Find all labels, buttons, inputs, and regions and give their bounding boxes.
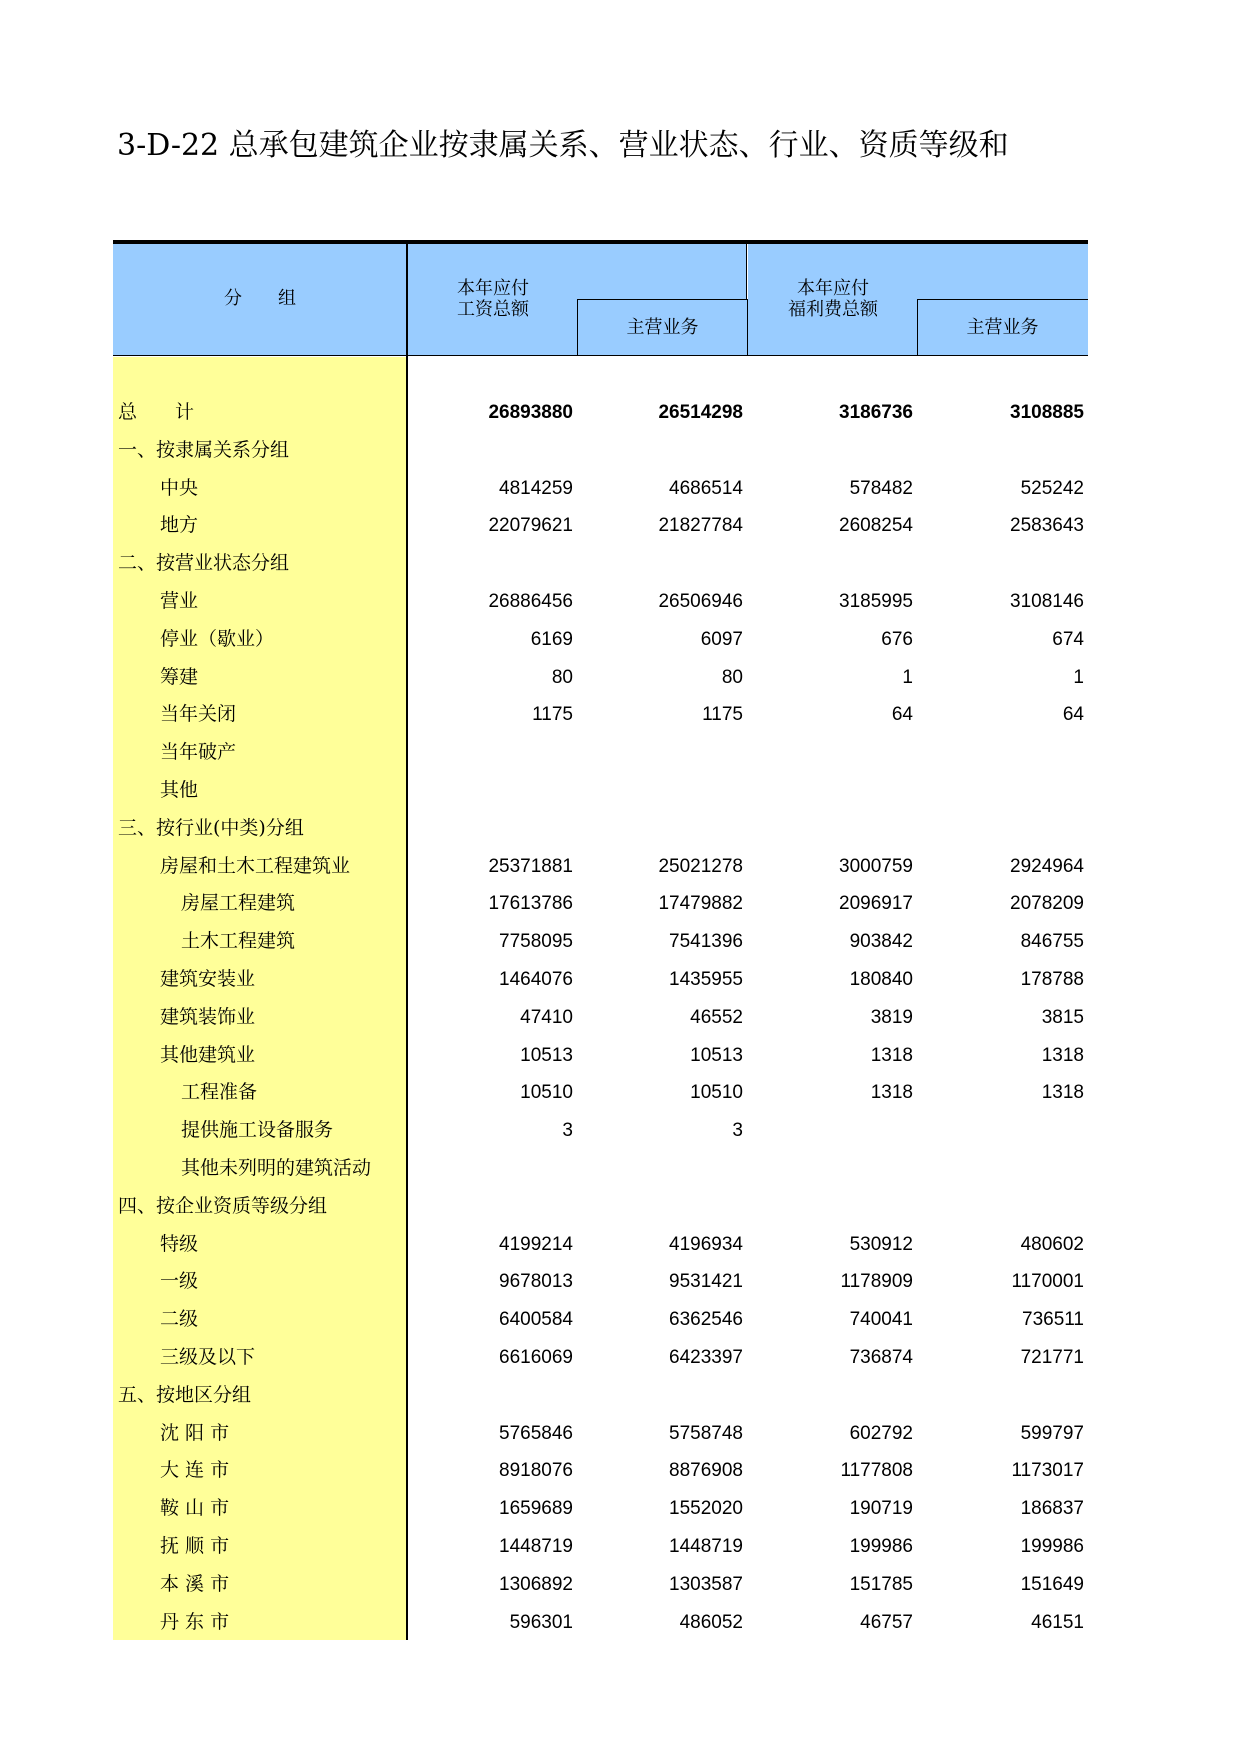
table-row <box>113 734 1088 771</box>
row-label: 一、按隶属关系分组 <box>118 438 290 461</box>
cell-value: 721771 <box>1020 1347 1084 1368</box>
cell-value: 25021278 <box>658 855 743 877</box>
cell-value: 3108885 <box>1010 402 1084 423</box>
table-row <box>113 1112 1088 1149</box>
cell-value: 1170001 <box>1011 1271 1084 1293</box>
cell-value: 1173017 <box>1011 1460 1084 1482</box>
cell-value: 4199214 <box>499 1233 573 1255</box>
row-label: 提供施工设备服务 <box>181 1119 334 1142</box>
cell-value: 1 <box>1073 666 1084 688</box>
row-label: 营业 <box>160 590 199 612</box>
row-label: 建筑装饰业 <box>160 1005 256 1028</box>
header-wage-line1: 本年应付 <box>457 278 529 299</box>
row-label: 三、按行业(中类)分组 <box>118 816 304 839</box>
cell-value: 64 <box>1062 704 1084 726</box>
cell-value: 674 <box>1052 628 1084 650</box>
row-label: 特级 <box>160 1232 199 1255</box>
row-label: 其他未列明的建筑活动 <box>181 1157 372 1179</box>
header-welfare-total <box>748 278 918 320</box>
row-label: 抚 顺 市 <box>160 1535 230 1557</box>
row-label: 一级 <box>160 1270 199 1293</box>
cell-value: 1306892 <box>499 1573 573 1595</box>
cell-value: 5758748 <box>669 1422 743 1444</box>
table-row <box>113 696 1088 733</box>
cell-value: 178788 <box>1020 969 1084 990</box>
cell-value: 2924964 <box>1010 855 1084 877</box>
header-group: 分 组 <box>224 288 296 309</box>
cell-value: 199986 <box>1020 1536 1084 1557</box>
row-label: 其他建筑业 <box>160 1043 256 1066</box>
cell-value: 7541396 <box>669 931 743 953</box>
row-label: 四、按企业资质等级分组 <box>118 1194 328 1217</box>
cell-value: 846755 <box>1020 931 1084 953</box>
cell-value: 3185995 <box>839 591 913 612</box>
cell-value: 26893880 <box>488 402 573 423</box>
cell-value: 1659689 <box>499 1498 573 1520</box>
table-row <box>113 1415 1088 1452</box>
table-row <box>113 394 1088 431</box>
table-row <box>113 470 1088 507</box>
cell-value: 46757 <box>860 1611 913 1633</box>
cell-value: 602792 <box>849 1422 913 1444</box>
header-wage-total <box>408 278 578 320</box>
table-row <box>113 432 1088 469</box>
cell-value: 6169 <box>530 628 573 650</box>
cell-value: 10513 <box>690 1044 743 1066</box>
cell-value: 1178909 <box>840 1271 913 1293</box>
cell-value: 3108146 <box>1010 591 1084 612</box>
cell-value: 151785 <box>849 1573 913 1595</box>
cell-value: 736511 <box>1022 1309 1084 1331</box>
cell-value: 3815 <box>1041 1006 1084 1028</box>
row-label: 当年破产 <box>160 741 237 764</box>
row-label: 地方 <box>160 514 199 537</box>
table-row <box>113 1490 1088 1527</box>
cell-value: 6400584 <box>499 1309 573 1331</box>
cell-value: 2096917 <box>839 893 913 915</box>
cell-value: 903842 <box>849 931 913 953</box>
cell-value: 1318 <box>1041 1082 1084 1104</box>
cell-value: 1464076 <box>499 969 573 990</box>
cell-value: 64 <box>891 704 913 726</box>
cell-value: 190719 <box>849 1498 913 1520</box>
row-label: 三级及以下 <box>160 1346 256 1368</box>
cell-value: 525242 <box>1020 477 1084 499</box>
row-label: 中央 <box>160 476 199 499</box>
table-row <box>113 1301 1088 1338</box>
cell-value: 3819 <box>870 1006 913 1028</box>
table-row <box>113 1377 1088 1414</box>
table-row <box>113 923 1088 960</box>
table-row <box>113 1150 1088 1187</box>
cell-value: 3000759 <box>839 855 913 877</box>
table-row <box>113 810 1088 847</box>
header-welfare-main: 主营业务 <box>966 317 1039 338</box>
cell-value: 676 <box>881 628 913 650</box>
table-row <box>113 1339 1088 1376</box>
row-label: 鞍 山 市 <box>160 1497 230 1520</box>
cell-value: 80 <box>721 666 743 688</box>
table-row <box>113 545 1088 582</box>
cell-value: 1318 <box>1041 1044 1084 1066</box>
header-bottom-rule <box>113 355 1088 356</box>
table-row <box>113 583 1088 620</box>
table-row <box>113 1604 1088 1641</box>
row-label: 房屋工程建筑 <box>181 892 296 915</box>
cell-value: 21827784 <box>658 515 743 537</box>
cell-value: 9531421 <box>669 1271 743 1293</box>
cell-value: 17613786 <box>488 893 573 915</box>
row-label: 筹建 <box>160 665 199 688</box>
cell-value: 3186736 <box>839 402 913 423</box>
cell-value: 486052 <box>679 1611 743 1633</box>
cell-value: 2078209 <box>1010 893 1084 915</box>
table-row <box>113 1452 1088 1489</box>
cell-value: 80 <box>551 666 573 688</box>
cell-value: 4686514 <box>669 477 743 499</box>
table-row <box>113 1037 1088 1074</box>
row-label: 大 连 市 <box>160 1459 230 1482</box>
cell-value: 46151 <box>1031 1611 1084 1633</box>
cell-value: 6097 <box>700 628 743 650</box>
table-row <box>113 507 1088 544</box>
table-row <box>113 1566 1088 1603</box>
row-label: 二、按营业状态分组 <box>118 552 290 575</box>
table-row <box>113 1074 1088 1111</box>
row-label: 当年关闭 <box>160 703 237 726</box>
cell-value: 5765846 <box>499 1422 573 1444</box>
cell-value: 530912 <box>849 1233 913 1255</box>
table-row <box>113 772 1088 809</box>
cell-value: 1303587 <box>669 1573 743 1595</box>
cell-value: 578482 <box>849 477 913 499</box>
cell-value: 4814259 <box>499 477 573 499</box>
cell-value: 1 <box>902 666 913 688</box>
cell-value: 22079621 <box>488 515 573 537</box>
row-label: 沈 阳 市 <box>160 1421 230 1444</box>
table-row <box>113 621 1088 658</box>
cell-value: 6423397 <box>669 1347 743 1368</box>
cell-value: 2583643 <box>1010 515 1084 537</box>
table-row <box>113 999 1088 1036</box>
cell-value: 480602 <box>1020 1233 1084 1255</box>
cell-value: 26514298 <box>658 402 743 423</box>
row-label: 土木工程建筑 <box>181 930 296 953</box>
cell-value: 1448719 <box>669 1536 743 1557</box>
header-welfare-line1: 本年应付 <box>797 278 869 299</box>
cell-value: 6362546 <box>669 1309 743 1331</box>
cell-value: 1175 <box>702 704 743 726</box>
header-wage-main: 主营业务 <box>626 317 699 338</box>
row-label: 总 计 <box>118 401 195 423</box>
cell-value: 9678013 <box>499 1271 573 1293</box>
cell-value: 1448719 <box>499 1536 573 1557</box>
table-row <box>113 659 1088 696</box>
cell-value: 2608254 <box>839 515 913 537</box>
cell-value: 8876908 <box>669 1460 743 1482</box>
cell-value: 151649 <box>1020 1573 1084 1595</box>
page-title: 3-D-22 总承包建筑企业按隶属关系、营业状态、行业、资质等级和 <box>117 128 1009 163</box>
cell-value: 1177808 <box>840 1460 913 1482</box>
row-label: 建筑安装业 <box>160 968 256 990</box>
cell-value: 46552 <box>690 1006 743 1028</box>
cell-value: 1552020 <box>669 1498 743 1520</box>
cell-value: 180840 <box>849 969 913 990</box>
row-label: 丹 东 市 <box>160 1610 230 1633</box>
cell-value: 7758095 <box>499 931 573 953</box>
table-row <box>113 1263 1088 1300</box>
row-label: 五、按地区分组 <box>118 1383 252 1406</box>
row-label: 工程准备 <box>181 1081 258 1104</box>
cell-value: 3 <box>732 1120 743 1142</box>
cell-value: 736874 <box>849 1347 913 1368</box>
header-wage-line2: 工资总额 <box>457 299 529 320</box>
cell-value: 25371881 <box>488 855 573 877</box>
table-row <box>113 1188 1088 1225</box>
cell-value: 1175 <box>532 704 573 726</box>
cell-value: 6616069 <box>499 1347 573 1368</box>
table-row <box>113 1528 1088 1565</box>
cell-value: 8918076 <box>499 1460 573 1482</box>
cell-value: 26886456 <box>488 591 573 612</box>
cell-value: 26506946 <box>658 591 743 612</box>
cell-value: 4196934 <box>669 1233 743 1255</box>
cell-value: 1318 <box>870 1082 913 1104</box>
header-welfare-line2: 福利费总额 <box>788 299 878 320</box>
cell-value: 1318 <box>870 1044 913 1066</box>
cell-value: 10513 <box>520 1044 573 1066</box>
table-row <box>113 1226 1088 1263</box>
cell-value: 17479882 <box>658 893 743 915</box>
cell-value: 3 <box>562 1120 573 1142</box>
table-row <box>113 961 1088 998</box>
row-label: 本 溪 市 <box>160 1572 230 1595</box>
cell-value: 186837 <box>1020 1498 1084 1520</box>
table-row <box>113 848 1088 885</box>
cell-value: 740041 <box>849 1309 913 1331</box>
cell-value: 596301 <box>509 1611 573 1633</box>
row-label: 二级 <box>160 1308 199 1331</box>
cell-value: 10510 <box>520 1082 573 1104</box>
cell-value: 1435955 <box>669 969 743 990</box>
table-row <box>113 885 1088 922</box>
row-label: 其他 <box>160 779 199 801</box>
row-label: 停业（歇业） <box>160 627 275 650</box>
row-label: 房屋和土木工程建筑业 <box>160 854 351 877</box>
cell-value: 10510 <box>690 1082 743 1104</box>
cell-value: 47410 <box>520 1006 573 1028</box>
cell-value: 599797 <box>1020 1422 1084 1444</box>
cell-value: 199986 <box>849 1536 913 1557</box>
